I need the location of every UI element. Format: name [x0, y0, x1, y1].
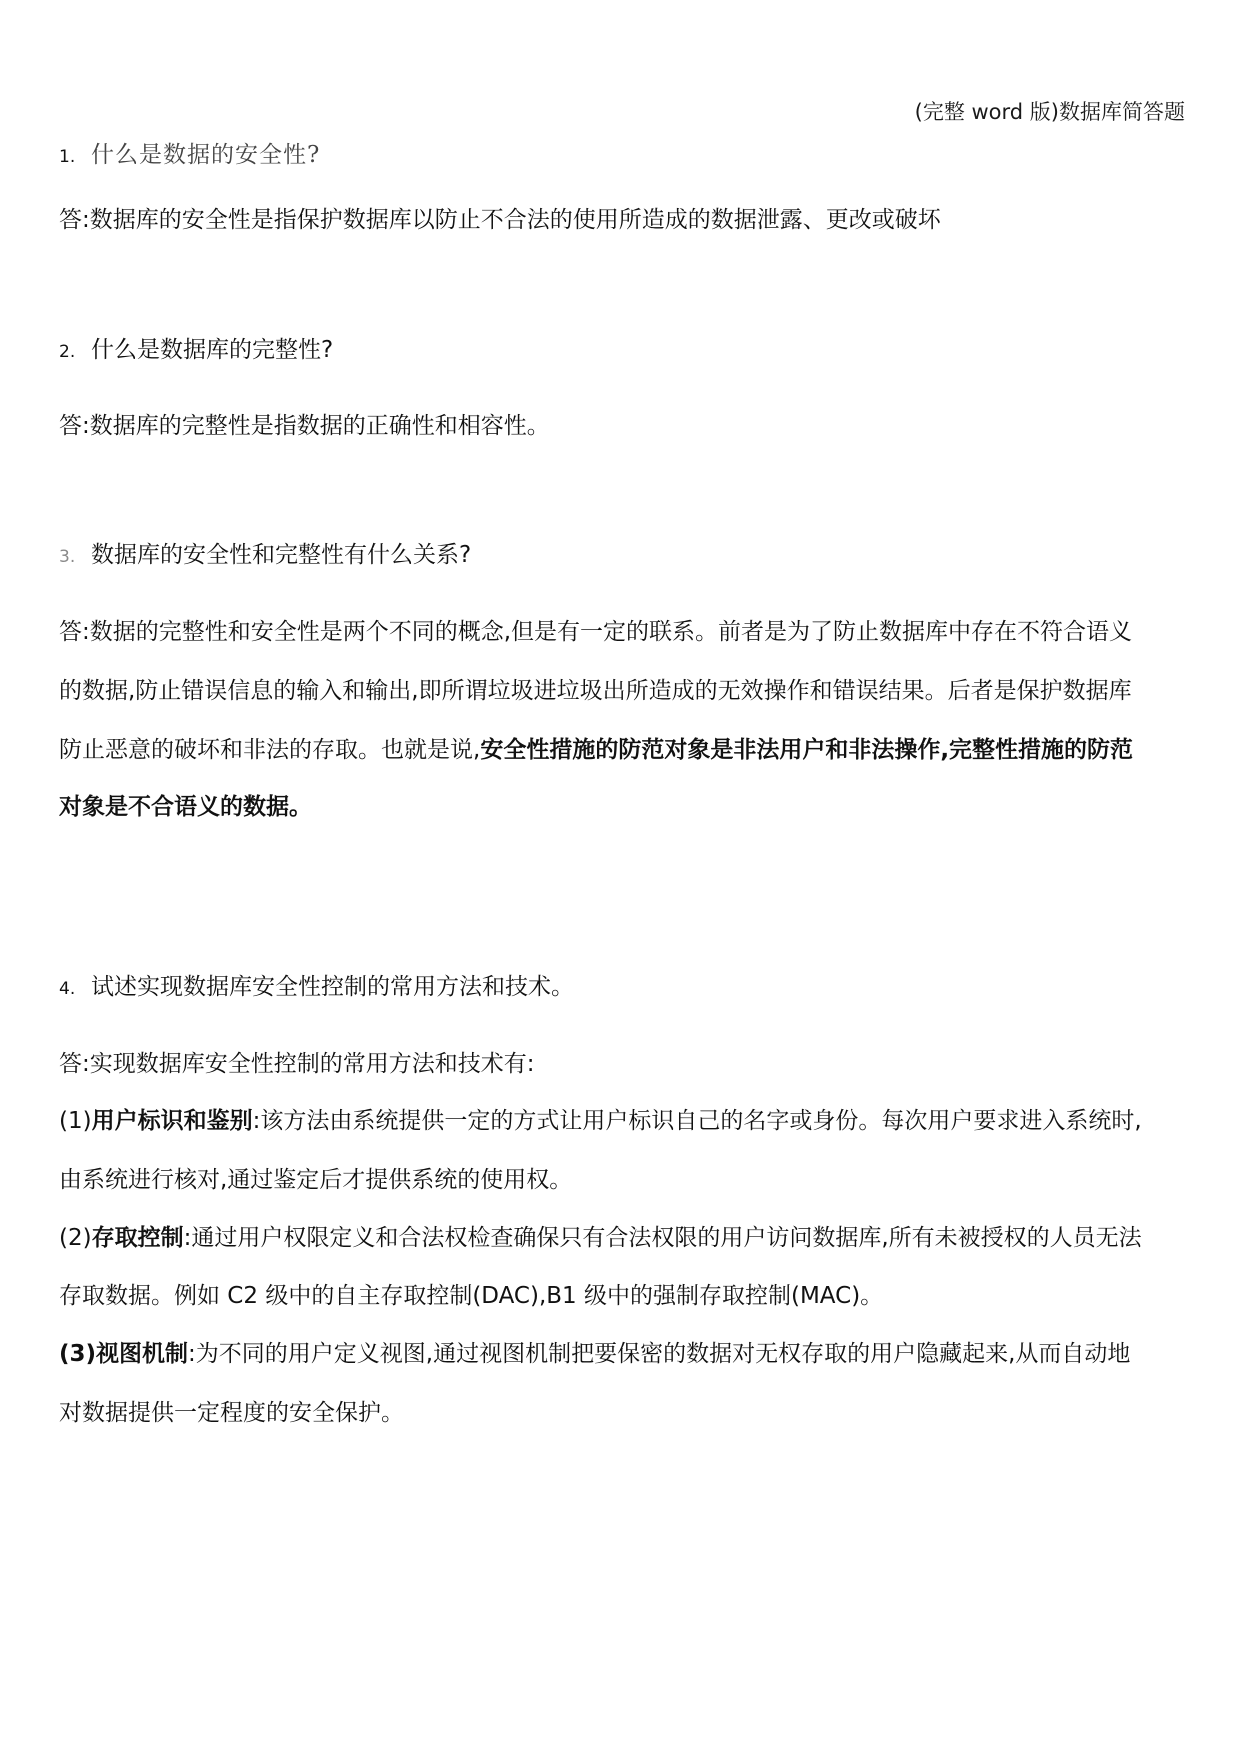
question-3 [59, 540, 471, 572]
item-text: :该方法由系统提供一定的方式让用户标识自己的名字或身份。每次用户要求进入系统时, [252, 1108, 1142, 1134]
answer-4-intro: 答:实现数据库安全性控制的常用方法和技术有: [59, 1051, 535, 1077]
answer-4-item-1 [59, 1106, 1142, 1136]
document-header-title: (完整 word 版)数据库简答题 [914, 100, 1185, 124]
answer-4-item-3-line-2: 对数据提供一定程度的安全保护。 [59, 1400, 404, 1426]
item-text: :为不同的用户定义视图,通过视图机制把要保密的数据对无权存取的用户隐藏起来,从而自动地 [188, 1341, 1131, 1367]
question-1 [59, 140, 320, 172]
answer-1: 答:数据库的安全性是指保护数据库以防止不合法的使用所造成的数据泄露、更改或破坏 [59, 207, 941, 233]
question-number: 3. [59, 547, 76, 567]
question-number: 4. [59, 979, 76, 999]
answer-3-line-2: 的数据,防止错误信息的输入和输出,即所谓垃圾进垃圾出所造成的无效操作和错误结果。后者是保护数据库 [59, 678, 1132, 704]
answer-2: 答:数据库的完整性是指数据的正确性和相容性。 [59, 413, 550, 439]
answer-4-item-3 [59, 1339, 1130, 1369]
question-number: 2. [59, 342, 76, 362]
item-text: :通过用户权限定义和合法权检查确保只有合法权限的用户访问数据库,所有未被授权的人员无法 [183, 1225, 1142, 1251]
question-text: 什么是数据库的完整性? [91, 337, 334, 363]
item-prefix: (3) [59, 1341, 97, 1367]
question-text: 什么是数据的安全性? [91, 142, 321, 168]
item-prefix: (1) [59, 1108, 92, 1134]
answer-4-item-2-line-2: 存取数据。例如 C2 级中的自主存取控制(DAC),B1 级中的强制存取控制(MAC)。 [59, 1283, 884, 1309]
question-text: 试述实现数据库安全性控制的常用方法和技术。 [91, 974, 574, 1000]
item-heading: 视图机制 [96, 1341, 189, 1367]
question-2 [59, 335, 333, 367]
item-heading: 存取控制 [91, 1225, 184, 1251]
question-4 [59, 972, 574, 1004]
question-text: 数据库的安全性和完整性有什么关系? [91, 542, 472, 568]
answer-4-item-1-line-2: 由系统进行核对,通过鉴定后才提供系统的使用权。 [59, 1167, 573, 1193]
answer-text: 防止恶意的破坏和非法的存取。也就是说, [59, 737, 481, 763]
item-prefix: (2) [59, 1225, 92, 1251]
item-heading: 用户标识和鉴别 [91, 1108, 253, 1134]
answer-emphasis: 安全性措施的防范对象是非法用户和非法操作,完整性措施的防范 [480, 737, 1134, 763]
question-number: 1. [59, 147, 76, 167]
answer-3-line-1: 答:数据的完整性和安全性是两个不同的概念,但是有一定的联系。前者是为了防止数据库中存在不符合语义 [59, 619, 1133, 645]
answer-3-line-3 [59, 735, 1133, 765]
answer-4-item-2 [59, 1223, 1142, 1253]
answer-3-line-4: 对象是不合语义的数据。 [59, 794, 312, 820]
